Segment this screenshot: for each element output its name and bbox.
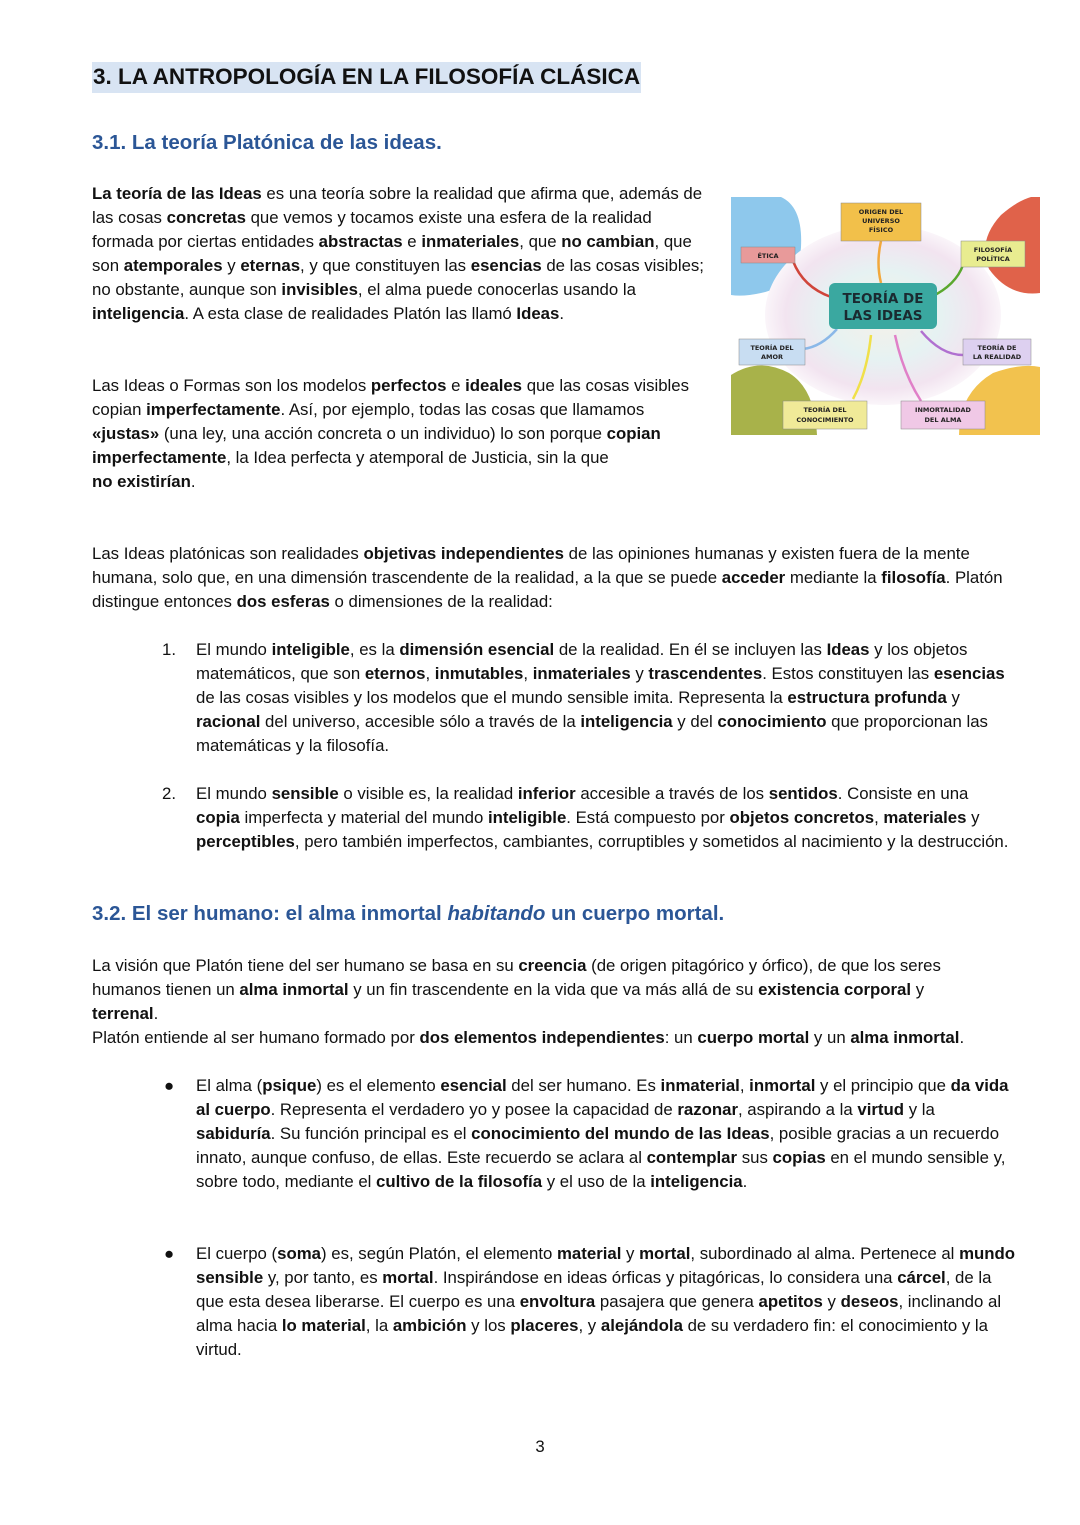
list-marker: 1. (162, 640, 176, 659)
list-item-inteligible: El mundo inteligible, es la dimensión esencial de la realidad. En él se incluyen las Ideas y los objetos matemáticos, que son eternos, inmutables, inmateriales y trascendentes. Estos constituyen las esencias de las cosas visibles y los modelos que el mundo sensible imita. Representa la estructura profunda y racional del universo, accesible sólo a través de la inteligencia y del conocimiento que proporcionan las matemáticas y la filosofía. (196, 640, 1005, 755)
paragraph-human-being: La visión que Platón tiene del ser humano se basa en su creencia (de origen pitagórico y órfico), de que los seres humanos tienen un alma inmortal y un fin trascendente en la vida que va más allá de su existencia corporal y terrenal. Platón entiende al ser humano formado por dos elementos independientes: un cuerpo mortal y un alma inmortal. (92, 956, 965, 1047)
list-item-psique: El alma (psique) es el elemento esencial del ser humano. Es inmaterial, inmortal y el principio que da vida al cuerpo. Representa el verdadero yo y posee la capacidad de razonar, aspirando a la virtud y la sabiduría. Su función principal es el conocimiento del mundo de las Ideas, posible gracias a un recuerdo innato, aunque confuso, de ellas. Este recuerdo se aclara al contemplar sus copias en el mundo sensible y, sobre todo, mediante el cultivo de la filosofía y el uso de la inteligencia. (196, 1076, 1009, 1191)
label-origen-2: UNIVERSO (862, 217, 900, 225)
label-inmortalidad-2: DEL ALMA (924, 416, 962, 424)
label-amor-2: AMOR (760, 353, 784, 361)
label-realidad-1: TEORÍA DE (977, 344, 1017, 352)
label-inmortalidad-1: INMORTALIDAD (915, 406, 971, 414)
box-politica (961, 241, 1025, 267)
label-conocimiento-2: CONOCIMIENTO (796, 416, 854, 424)
list-item-sensible: El mundo sensible o visible es, la realidad inferior accesible a través de los sentidos. Consiste en una copia imperfecta y material del mundo inteligible. Está compuesto por objetos concretos, materiales y perceptibles, pero también imperfectos, cambiantes, corruptibles y sometidos al nacimiento y la destrucción. (196, 784, 1009, 851)
label-conocimiento-1: TEORÍA DEL (803, 406, 847, 414)
label-origen-1: ORIGEN DEL (858, 208, 904, 216)
label-politica-1: FILOSOFÍA (973, 246, 1013, 254)
box-amor (739, 339, 805, 365)
bullet-marker: ● (164, 1244, 175, 1263)
list-marker: 2. (162, 784, 176, 803)
section-title-3-1: 3.1. La teoría Platónica de las ideas. (92, 131, 442, 154)
section-title-3-2: 3.2. El ser humano: el alma inmortal habitando un cuerpo mortal. (92, 902, 725, 925)
label-origen-3: FÍSICO (868, 226, 894, 234)
label-amor-1: TEORÍA DEL (750, 344, 794, 352)
center-label-1: TEORÍA DE (842, 291, 924, 307)
page-heading: 3. LA ANTROPOLOGÍA EN LA FILOSOFÍA CLÁSICA (92, 62, 641, 93)
teoria-ideas-figure (731, 197, 1040, 435)
paragraph-ideas-models: Las Ideas o Formas son los modelos perfectos e ideales que las cosas visibles copian imperfectamente. Así, por ejemplo, todas las cosas que llamamos «justas» (una ley, una acción concreta o un individuo) lo son porque copian imperfectamente, la Idea perfecta y atemporal de Justicia, sin la que no existirían. (92, 376, 689, 491)
box-realidad (963, 339, 1031, 365)
label-realidad-2: LA REALIDAD (972, 353, 1022, 361)
paragraph-ideas-objective: Las Ideas platónicas son realidades objetivas independientes de las opiniones humanas y existen fuera de la mente humana, solo que, en una dimensión trascendente de la realidad, a la que se puede acceder mediante la filosofía. Platón distingue entonces dos esferas o dimensiones de la realidad: (92, 544, 1003, 611)
paragraph-ideas-definition: La teoría de las Ideas es una teoría sobre la realidad que afirma que, además de las cosas concretas que vemos y tocamos existe una esfera de la realidad formada por ciertas entidades abstractas e inmateriales, que no cambian, que son atemporales y eternas, y que constituyen las esencias de las cosas visibles; no obstante, aunque son invisibles, el alma puede conocerlas usando la inteligencia. A esta clase de realidades Platón las llamó Ideas. (92, 184, 704, 323)
page-number: 3 (535, 1437, 545, 1456)
label-etica: ÉTICA (757, 252, 779, 260)
center-label-2: LAS IDEAS (843, 308, 923, 324)
mind-map-diagram (731, 197, 1040, 435)
label-politica-2: POLÍTICA (976, 255, 1010, 263)
bullet-marker: ● (164, 1076, 175, 1095)
list-item-soma: El cuerpo (soma) es, según Platón, el elemento material y mortal, subordinado al alma. Pertenece al mundo sensible y, por tanto, es mortal. Inspirándose en ideas órficas y pitagóricas, lo considera una cárcel, de la que esta desea liberarse. El cuerpo es una envoltura pasajera que genera apetitos y deseos, inclinando al alma hacia lo material, la ambición y los placeres, y alejándola de su verdadero fin: el conocimiento y la virtud. (196, 1244, 1016, 1359)
